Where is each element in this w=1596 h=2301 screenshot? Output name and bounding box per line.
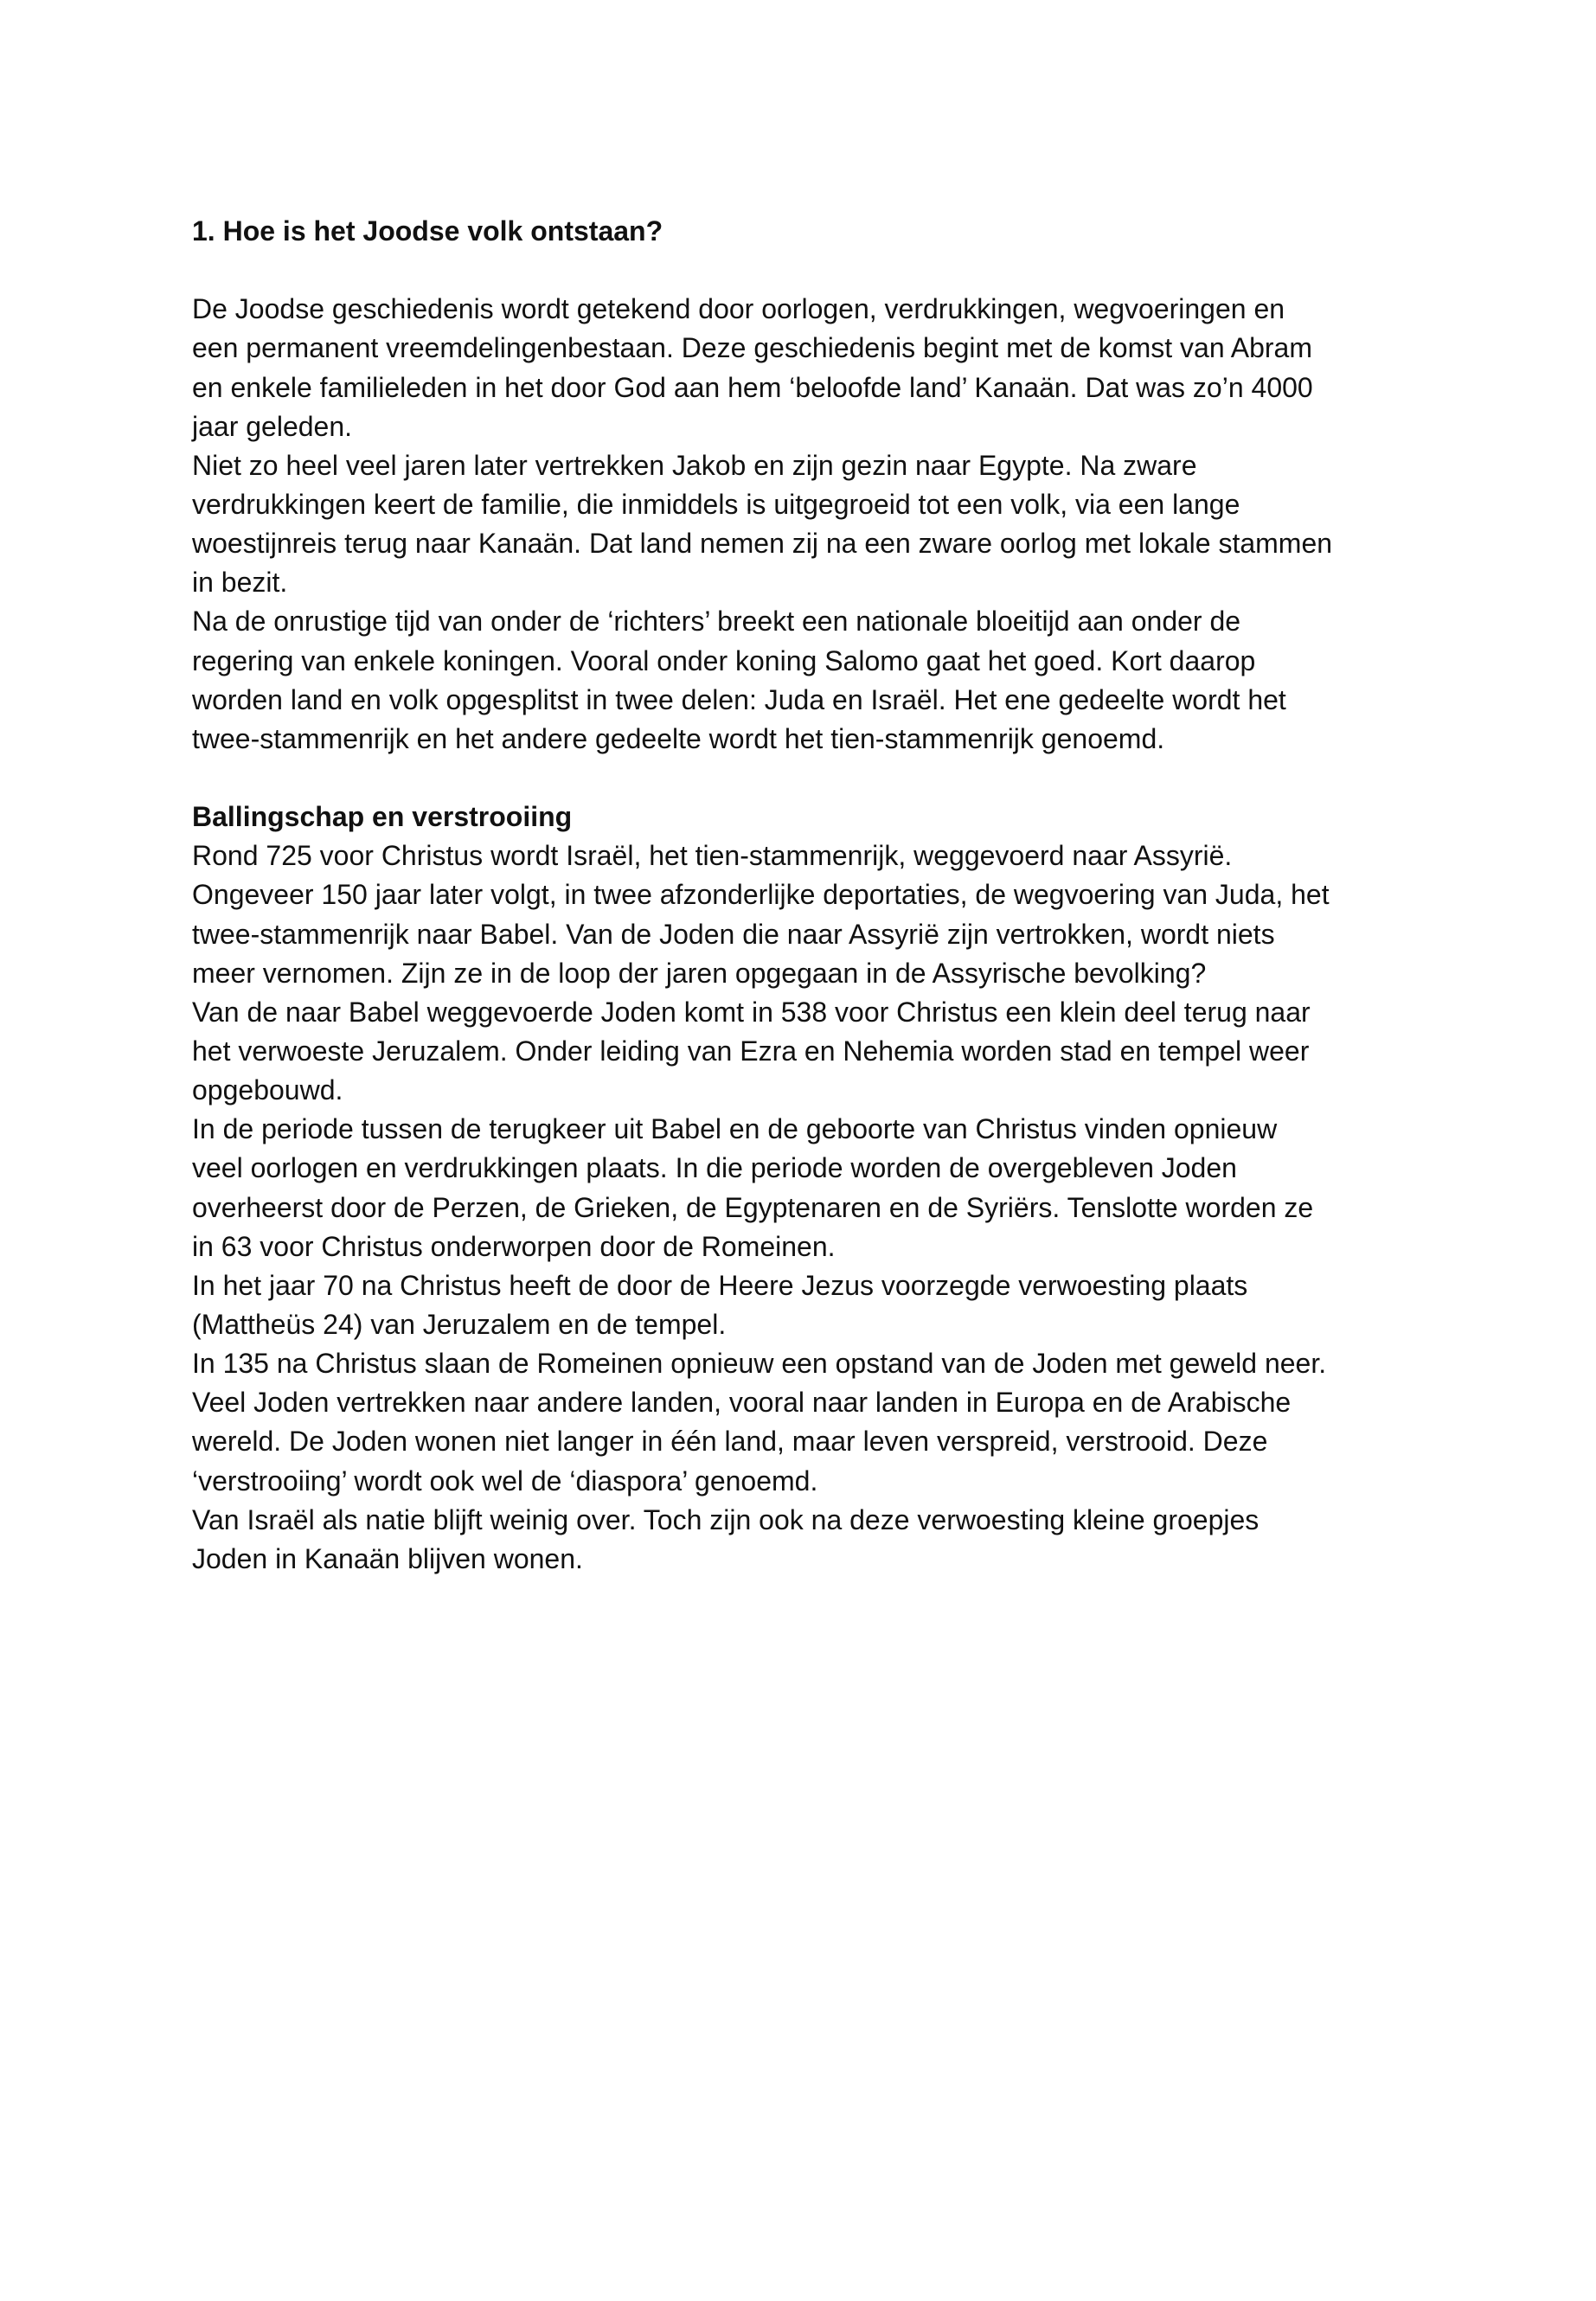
text-line: In het jaar 70 na Christus heeft de door de Heere Jezus voorzegde verwoesting plaats (192, 1269, 1248, 1301)
section-heading: Ballingschap en verstrooiing (192, 801, 573, 833)
document-title: 1. Hoe is het Joodse volk ontstaan? (192, 215, 663, 247)
text-line: De Joodse geschiedenis wordt getekend door oorlogen, verdrukkingen, wegvoeringen en (192, 293, 1285, 325)
text-line: verdrukkingen keert de familie, die inmiddels is uitgegroeid tot een volk, via een lange (192, 488, 1240, 520)
text-line: worden land en volk opgesplitst in twee delen: Juda en Israël. Het ene gedeelte wordt het (192, 683, 1286, 715)
spacer (192, 251, 1455, 290)
text-line: Veel Joden vertrekken naar andere landen, vooral naar landen in Europa en de Arabische (192, 1387, 1292, 1419)
text-line: en enkele familieleden in het door God aan hem ‘beloofde land’ Kanaän. Dat was zo’n 4000 (192, 371, 1313, 403)
text-line: regering van enkele koningen. Vooral onder koning Salomo gaat het goed. Kort daarop (192, 644, 1256, 676)
text-line: In de periode tussen de terugkeer uit Babel en de geboorte van Christus vinden opnieuw (192, 1113, 1278, 1145)
text-line: meer vernomen. Zijn ze in de loop der jaren opgegaan in de Assyrische bevolking? (192, 957, 1207, 989)
text-line: twee-stammenrijk en het andere gedeelte wordt het tien-stammenrijk genoemd. (192, 722, 1165, 754)
text-line: Van de naar Babel weggevoerde Joden komt in 538 voor Christus een klein deel terug naar (192, 996, 1311, 1028)
text-line: het verwoeste Jeruzalem. Onder leiding van Ezra en Nehemia worden stad en tempel weer (192, 1035, 1310, 1067)
text-line: in 63 voor Christus onderworpen door de Romeinen. (192, 1230, 836, 1262)
text-line: een permanent vreemdelingenbestaan. Deze geschiedenis begint met de komst van Abram (192, 332, 1312, 364)
text-line: Ongeveer 150 jaar later volgt, in twee afzonderlijke deportaties, de wegvoering van Juda, het (192, 879, 1330, 911)
text-line: Joden in Kanaän blijven wonen. (192, 1542, 583, 1574)
text-line: ‘verstrooiing’ wordt ook wel de ‘diaspora’ genoemd. (192, 1465, 818, 1497)
text-line: (Mattheüs 24) van Jeruzalem en de tempel. (192, 1308, 727, 1340)
document-page (192, 212, 1455, 1579)
text-line: in bezit. (192, 567, 288, 599)
text-line: In 135 na Christus slaan de Romeinen opnieuw een opstand van de Joden met geweld neer. (192, 1348, 1327, 1380)
text-line: woestijnreis terug naar Kanaän. Dat land nemen zij na een zware oorlog met lokale stammen (192, 528, 1333, 560)
text-line: opgebouwd. (192, 1074, 343, 1106)
section-paragraphs (192, 836, 1455, 1579)
intro-paragraphs (192, 290, 1455, 759)
text-line: Van Israël als natie blijft weinig over. Toch zijn ook na deze verwoesting kleine groepjes (192, 1503, 1259, 1535)
text-line: jaar geleden. (192, 410, 353, 442)
text-line: Na de onrustige tijd van onder de ‘richters’ breekt een nationale bloeitijd aan onder de (192, 606, 1241, 638)
text-line: Niet zo heel veel jaren later vertrekken Jakob en zijn gezin naar Egypte. Na zware (192, 449, 1197, 481)
text-line: wereld. De Joden wonen niet langer in één land, maar leven verspreid, verstrooid. Deze (192, 1426, 1268, 1458)
spacer (192, 759, 1455, 798)
text-line: Rond 725 voor Christus wordt Israël, het tien-stammenrijk, weggevoerd naar Assyrië. (192, 840, 1233, 872)
text-line: overheerst door de Perzen, de Grieken, de Egyptenaren en de Syriërs. Tenslotte worden ze (192, 1191, 1314, 1223)
text-line: twee-stammenrijk naar Babel. Van de Joden die naar Assyrië zijn vertrokken, wordt niets (192, 918, 1275, 950)
text-line: veel oorlogen en verdrukkingen plaats. In die periode worden de overgebleven Joden (192, 1152, 1237, 1184)
